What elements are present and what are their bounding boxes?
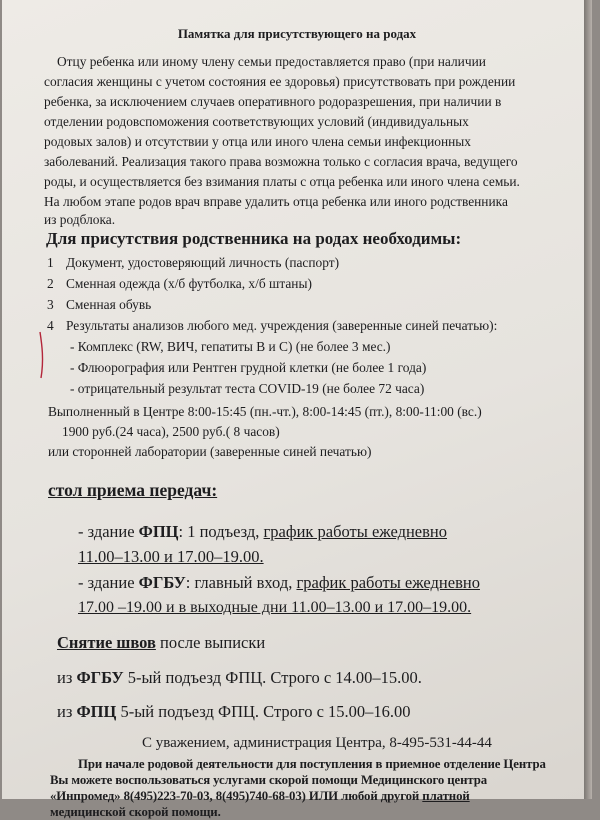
document-sheet [2,0,592,819]
intro-line-7: роды, и осуществляется без взимания платы с отца ребенка или иного члена семьи. [44,174,520,189]
stitches-fgbu-from: из [57,668,77,687]
delivery-fgbu-entrance: : главный вход, [185,573,297,592]
requirement-text: Сменная обувь [66,297,152,312]
stitches-fpc-line [57,702,411,722]
stitches-fpc-text: 5-ый подъезд ФПЦ. Строго с 15.00–16.00 [116,702,411,721]
delivery-fpc-line [78,522,447,542]
delivery-fgbu-schedule: график работы ежедневно [296,573,480,592]
requirements-heading: Для присутствия родственника на родах необходимы: [46,229,462,248]
intro-line-1: Отцу ребенка или иному члену семьи предоставляется право (при наличии [57,54,486,69]
intro-line-5: родовых залов) и отсутствии у отца или иного члена семьи инфекционных [44,134,471,149]
delivery-fpc-hours: 11.00–13.00 и 17.00–19.00. [78,547,264,566]
footer-any-other: любой другой [338,789,423,803]
test-item: - Комплекс (RW, ВИЧ, гепатиты В и С) (не более 3 мес.) [70,339,391,354]
page-edge-shadow [584,0,592,799]
delivery-fgbu-hours: 17.00 –19.00 и в выходные дни 11.00–13.00 и 17.00–19.00. [78,599,472,616]
lab-hours-line: Выполненный в Центре 8:00-15:45 (пн.-чт.), 8:00-14:45 (пт.), 8:00-11:00 (вс.) [48,404,482,419]
document-title: Памятка для присутствующего на родах [177,26,417,41]
stitches-fpc-from: из [57,702,77,721]
delivery-fgbu-prefix: - здание [78,573,139,592]
stitches-fpc-name: ФПЦ [76,702,117,721]
footer-line-2: Вы можете воспользоваться услугами скорой помощи Медицинского центра [50,773,488,787]
intro-line-9: из родблока. [44,212,116,227]
delivery-heading: стол приема передач: [48,480,218,500]
stitches-fgbu-text: 5-ый подъезд ФПЦ. Строго с 14.00–15.00. [123,668,422,687]
lab-prices-line: 1900 руб.(24 часа), 2500 руб.( 8 часов) [62,424,280,439]
delivery-fgbu-line [78,573,480,593]
intro-line-2: согласия женщины с учетом состояния ее здоровья) присутствовать при рождении [44,74,516,89]
requirement-text: Результаты анализов любого мед. учреждения (заверенные синей печатью): [66,318,498,333]
footer-paid: платной [422,789,470,803]
requirement-text: Документ, удостоверяющий личность (паспорт) [66,255,340,270]
delivery-fpc-schedule: график работы ежедневно [263,522,447,541]
intro-line-6: заболеваний. Реализация такого права возможна только с согласия врача, ведущего [44,154,518,169]
footer-line-1: При начале родовой деятельности для поступления в приемное отделение Центра [78,757,546,771]
delivery-fpc-name: ФПЦ [138,522,179,541]
intro-line-4: отделении родовспоможения соответствующих условий (индивидуальных [44,114,469,129]
stitches-fgbu-line [57,668,422,688]
footer-phones: «Инпромед» 8(495)223-70-03, 8(495)740-68-03) [50,789,309,803]
delivery-fpc-entrance: : 1 подъезд, [178,522,264,541]
test-item: - Флюорография или Рентген грудной клетки (не более 1 года) [70,360,427,375]
requirement-text: Сменная одежда (х/б футболка, х/б штаны) [66,276,312,291]
requirement-number: 1 [47,255,54,270]
delivery-fpc-prefix: - здание [78,522,139,541]
requirement-number: 4 [47,318,54,333]
stitches-heading-rest: после выписки [155,633,266,652]
stitches-fgbu-name: ФГБУ [76,668,124,687]
intro-line-8: На любом этапе родов врач вправе удалить отца ребенка или иного родственника [44,194,508,209]
stitches-heading-bold: Снятие швов [57,633,156,652]
requirement-number: 2 [47,276,54,291]
intro-line-3: ребенка, за исключением случаев оперативного родоразрешения, при наличии в [44,94,502,109]
test-item: - отрицательный результат теста COVID-19 (не более 72 часа) [70,381,425,396]
lab-external-line: или сторонней лаборатории (заверенные синей печатью) [48,444,372,459]
stitches-heading [57,633,265,653]
closing-signature: С уважением, администрация Центра, 8-495-531-44-44 [142,735,492,751]
footer-line-4: медицинской скорой помощи. [50,805,221,819]
pen-mark-icon [32,330,46,380]
footer-or: ИЛИ [308,789,339,803]
footer-line-3 [50,789,470,804]
requirement-number: 3 [47,297,54,312]
delivery-fgbu-name: ФГБУ [138,573,186,592]
